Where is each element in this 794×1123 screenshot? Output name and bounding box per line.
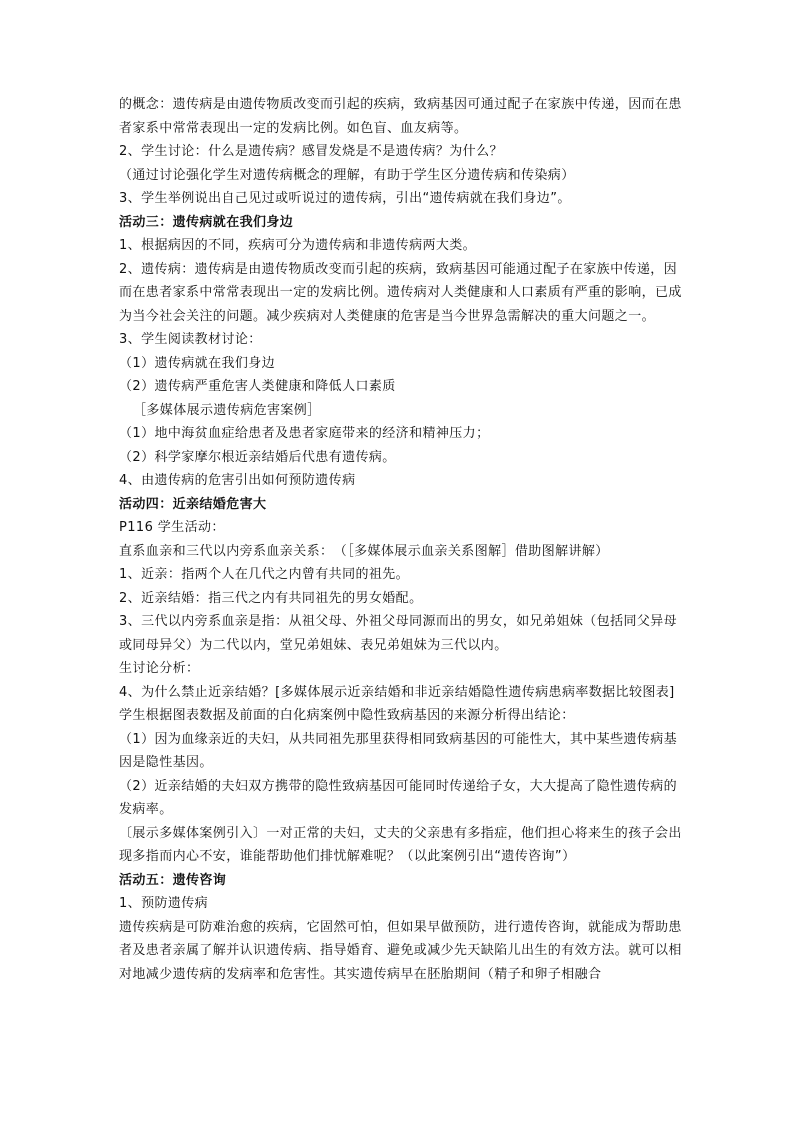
list-item: 2、近亲结婚：指三代之内有共同祖先的男女婚配。 bbox=[119, 590, 423, 606]
paragraph-genetic-disease: 2、遗传病：遗传病是由遗传物质改变而引起的疾病，致病基因可能通过配子在家族中传递，因而在患者家系中常常表现出一定的发病比例。遗传病对人类健康和人口素质有严重的影响，已成为当今社会关注的问题。减少疾病对人类健康的危害是当今世界急需解决的重大问题之一。 bbox=[119, 261, 682, 324]
paragraph-note: （通过讨论强化学生对遗传病概念的理解，有助于学生区分遗传病和传染病） bbox=[119, 167, 575, 183]
list-item: 1、近亲：指两个人在几代之内曾有共同的祖先。 bbox=[119, 567, 410, 582]
list-item: 3、三代以内旁系血亲是指：从祖父母、外祖父母同源而出的男女，如兄弟姐妹（包括同父异母或同母异父）为二代以内，堂兄弟姐妹、表兄弟姐妹为三代以内。 bbox=[119, 614, 678, 653]
paragraph-prevent: 1、预防遗传病 bbox=[119, 896, 209, 911]
list-item: （2）近亲结婚的夫妇双方携带的隐性致病基因可能同时传递给子女，大大提高了隐性遗传病的发病率。 bbox=[119, 778, 678, 817]
paragraph-why-prohibit: 4、为什么禁止近亲结婚？[多媒体展示近亲结婚和非近亲结婚隐性遗传病患病率数据比较图表]学生根据图表数据及前面的白化病案例中隐性致病基因的来源分析得出结论： bbox=[119, 684, 675, 723]
list-item: （2）科学家摩尔根近亲结婚后代患有遗传病。 bbox=[119, 449, 396, 465]
paragraph-reading: 3、学生阅读教材讨论： bbox=[119, 332, 262, 347]
list-item: （1）遗传病就在我们身边 bbox=[119, 355, 276, 371]
list-item: （1）因为血缘亲近的夫妇，从共同祖先那里获得相同致病基因的可能性大，其中某些遗传病基因是隐性基因。 bbox=[119, 731, 678, 770]
list-item: （2）遗传病严重危害人类健康和降低人口素质 bbox=[119, 379, 396, 394]
paragraph-discussion: 2、学生讨论：什么是遗传病？感冒发烧是不是遗传病？为什么？ bbox=[119, 144, 503, 159]
paragraph-kinship: 直系血亲和三代以内旁系血亲关系： （［多媒体展示血亲关系图解］借助图解讲解） bbox=[119, 543, 609, 559]
heading-activity-3: 活动三：遗传病就在我们身边 bbox=[119, 214, 294, 230]
paragraph-examples: 3、学生举例说出自己见过或听说过的遗传病，引出“遗传病就在我们身边”。 bbox=[119, 191, 571, 206]
paragraph-case: 〔展示多媒体案例引入〕一对正常的夫妇，丈夫的父亲患有多指症，他们担心将来生的孩子会出现多指而内心不安，谁能帮助他们排忧解难呢？（以此案例引出“遗传咨询”） bbox=[119, 825, 682, 864]
paragraph-classification: 1、根据病因的不同，疾病可分为遗传病和非遗传病两大类。 bbox=[119, 238, 477, 253]
paragraph-analysis: 生讨论分析： bbox=[119, 661, 200, 676]
paragraph-counseling: 遗传疾病是可防难治愈的疾病，它固然可怕，但如果早做预防，进行遗传咨询，就能成为帮助患者及患者亲属了解并认识遗传病、指导婚育、避免或减少先天缺陷儿出生的有效方法。就可以相对地减少遗传病的发病率和危害性。其实遗传病早在胚胎期间（精子和卵子相融合 bbox=[119, 919, 682, 982]
paragraph-prevention-lead: 4、由遗传病的危害引出如何预防遗传病 bbox=[119, 473, 356, 488]
multimedia-note: ［多媒体展示遗传病危害案例］ bbox=[133, 402, 321, 418]
paragraph-p116: P116 学生活动： bbox=[119, 520, 225, 535]
paragraph-concept: 的概念：遗传病是由遗传物质改变而引起的疾病，致病基因可通过配子在家族中传递，因而在患者家系中常常表现出一定的发病比例。如色盲、血友病等。 bbox=[119, 97, 682, 136]
heading-activity-4: 活动四：近亲结婚危害大 bbox=[119, 496, 267, 512]
list-item: （1）地中海贫血症给患者及患者家庭带来的经济和精神压力； bbox=[119, 426, 490, 441]
heading-activity-5: 活动五：遗传咨询 bbox=[119, 872, 227, 888]
document-page bbox=[119, 93, 682, 986]
